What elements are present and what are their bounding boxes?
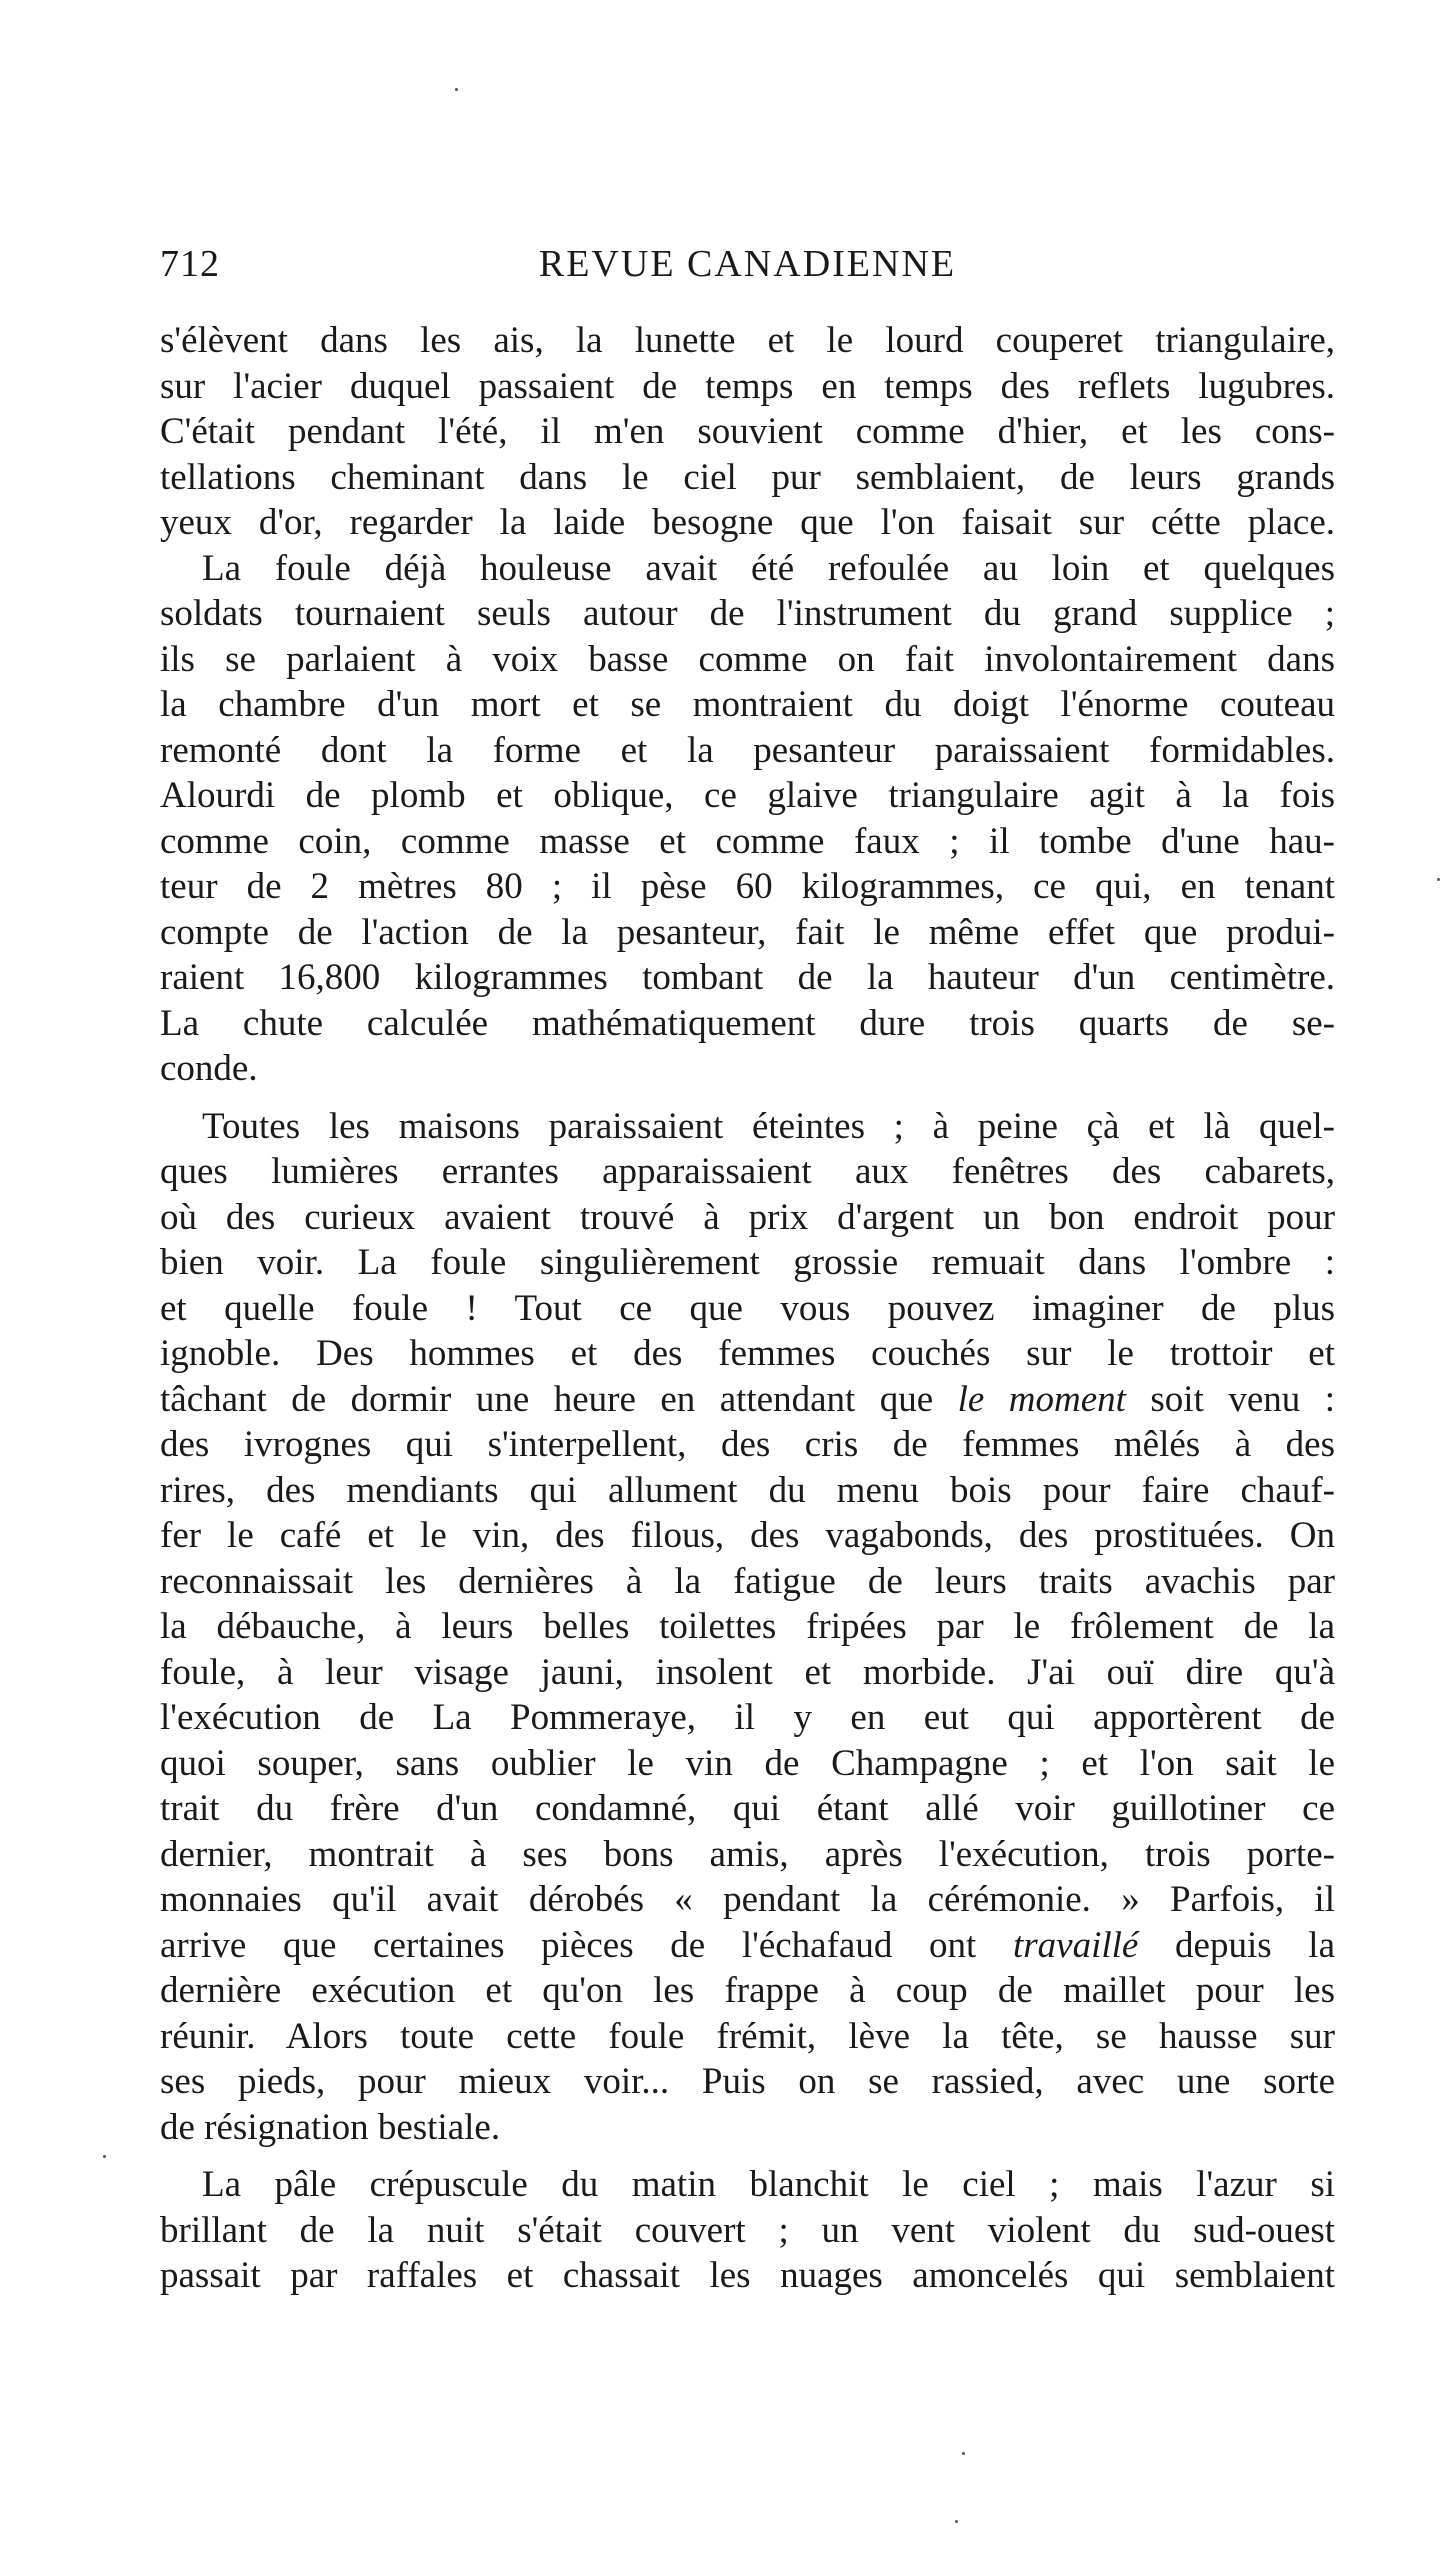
text-line: quoi souper, sans oublier le vin de Champagne ; et l'on sait le [160,1742,1335,1784]
text-line: la chambre d'un mort et se montraient du doigt l'énorme couteau [160,684,1335,725]
text-line: reconnaissait les dernières à la fatigue de leurs traits avachis par [160,1560,1335,1602]
text-run: arrive que certaines pièces de l'échafaud ont [160,1924,1013,1966]
body-text [160,318,1335,2299]
text-line: où des curieux avaient trouvé à prix d'argent un bon endroit pour [160,1196,1335,1238]
print-speck [962,2452,965,2455]
text-line: ignoble. Des hommes et des femmes couchés sur le trottoir et [160,1333,1335,1374]
print-speck [1437,878,1440,881]
text-line: des ivrognes qui s'interpellent, des cris de femmes mêlés à des [160,1424,1335,1465]
text-line: dernière exécution et qu'on les frappe à coup de maillet pour les [160,1970,1335,2011]
text-line: brillant de la nuit s'était couvert ; un vent violent du sud-ouest [160,2209,1335,2251]
text-line: et quelle foule ! Tout ce que vous pouvez imaginer de plus [160,1287,1335,1329]
text-line [160,1923,1335,1969]
text-line: fer le café et le vin, des filous, des vagabonds, des prostituées. On [160,1515,1335,1556]
text-line: conde. [160,1048,258,1089]
running-title: REVUE CANADIENNE [538,243,957,285]
paragraph-gap [160,1092,1335,1104]
text-line: soldats tournaient seuls autour de l'instrument du grand supplice ; [160,593,1335,634]
paragraph [160,546,1335,1092]
text-line: réunir. Alors toute cette foule frémit, lève la tête, se hausse sur [160,2015,1335,2057]
page-header [160,242,1335,302]
text-line: La pâle crépuscule du matin blanchit le ciel ; mais l'azur si [202,2164,1335,2205]
text-line: tellations cheminant dans le ciel pur semblaient, de leurs grands [160,456,1335,498]
text-line: passait par raffales et chassait les nuages amoncelés qui semblaient [160,2255,1335,2296]
text-line: La foule déjà houleuse avait été refoulée au loin et quelques [202,547,1335,589]
text-line: la débauche, à leurs belles toilettes fripées par le frôlement de la [160,1606,1335,1647]
text-line: comme coin, comme masse et comme faux ; il tombe d'une hau- [160,820,1335,862]
print-speck [103,2155,106,2158]
text-run: depuis la [1138,1924,1335,1966]
text-line: foule, à leur visage jauni, insolent et morbide. J'ai ouï dire qu'à [160,1651,1335,1693]
text-line: C'était pendant l'été, il m'en souvient comme d'hier, et les cons- [160,411,1335,452]
text-line: La chute calculée mathématiquement dure trois quarts de se- [160,1002,1335,1044]
print-speck [955,2520,958,2523]
text-line: monnaies qu'il avait dérobés « pendant la cérémonie. » Parfois, il [160,1879,1335,1920]
text-line: remonté dont la forme et la pesanteur paraissaient formidables. [160,729,1335,771]
paragraph [160,1104,1335,2151]
paragraph [160,2162,1335,2299]
text-line: rires, des mendiants qui allument du menu bois pour faire chauf- [160,1469,1335,1511]
paragraph-gap [160,2150,1335,2162]
text-line: trait du frère d'un condamné, qui étant allé voir guillotiner ce [160,1788,1335,1829]
italic-text: le moment [957,1378,1126,1420]
text-line: s'élèvent dans les ais, la lunette et le lourd couperet triangulaire, [160,320,1335,361]
text-line: ques lumières errantes apparaissaient aux fenêtres des cabarets, [160,1151,1335,1192]
italic-text: travaillé [1012,1924,1139,1966]
text-line: teur de 2 mètres 80 ; il pèse 60 kilogrammes, ce qui, en tenant [160,866,1335,907]
text-line: Alourdi de plomb et oblique, ce glaive triangulaire agit à la fois [160,775,1335,816]
paragraph [160,318,1335,546]
text-line: de résignation bestiale. [160,2106,501,2148]
text-line: Toutes les maisons paraissaient éteintes ; à peine çà et là quel- [202,1105,1335,1147]
text-line: bien voir. La foule singulièrement grossie remuait dans l'ombre : [160,1242,1335,1283]
text-run: soit venu : [1125,1378,1335,1420]
text-line: yeux d'or, regarder la laide besogne que l'on faisait sur cétte place. [160,502,1335,543]
text-line: raient 16,800 kilogrammes tombant de la hauteur d'un centimètre. [160,957,1335,998]
text-line: ses pieds, pour mieux voir... Puis on se rassied, avec une sorte [160,2061,1335,2102]
text-line: dernier, montrait à ses bons amis, après l'exécution, trois porte- [160,1833,1335,1875]
text-line: l'exécution de La Pommeraye, il y en eut qui apportèrent de [160,1697,1335,1738]
text-run: tâchant de dormir une heure en attendant que [160,1378,958,1420]
text-line [160,1377,1335,1423]
text-line: compte de l'action de la pesanteur, fait le même effet que produi- [160,911,1335,953]
text-line: ils se parlaient à voix basse comme on fait involontairement dans [160,638,1335,680]
print-speck [455,88,458,91]
page-number: 712 [160,243,220,285]
text-line: sur l'acier duquel passaient de temps en temps des reflets lugubres. [160,365,1335,407]
